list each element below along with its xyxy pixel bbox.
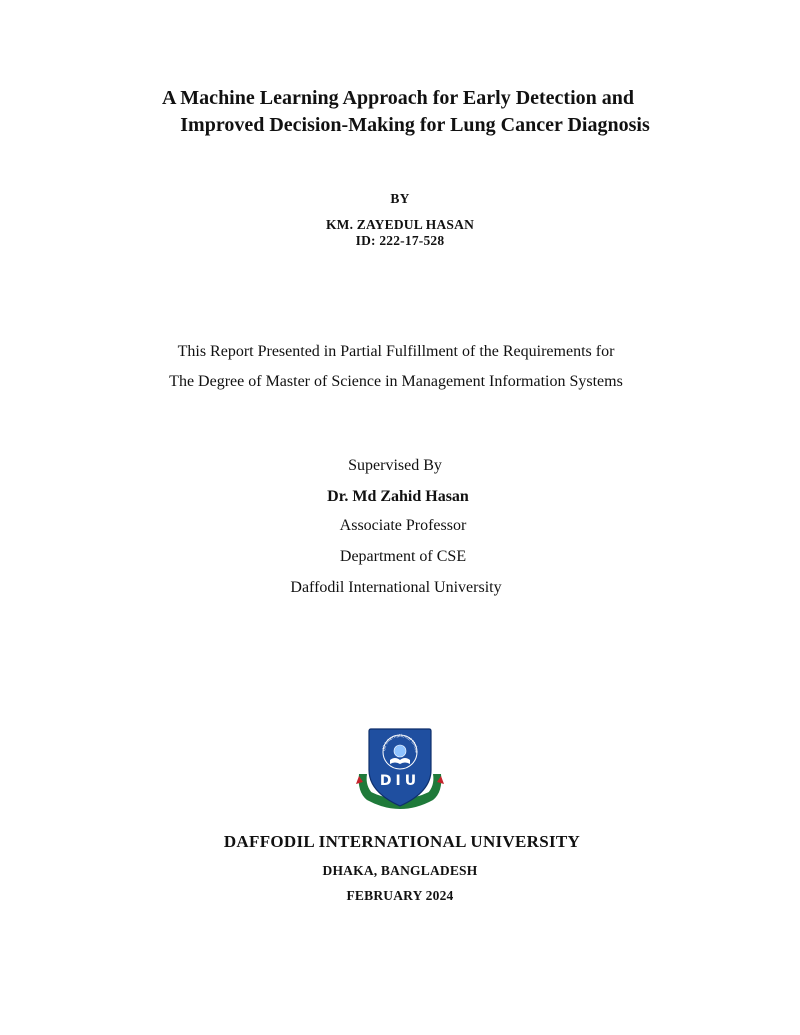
report-statement-line-2: The Degree of Master of Science in Management Information Systems <box>169 373 623 390</box>
title-line-1: A Machine Learning Approach for Early Detection and <box>161 87 635 109</box>
footer-location: DHAKA, BANGLADESH <box>322 863 478 878</box>
footer-date: FEBRUARY 2024 <box>346 888 454 903</box>
supervisor-position: Associate Professor <box>339 517 467 534</box>
supervisor-department: Department of CSE <box>339 548 467 565</box>
logo-globe <box>394 745 406 757</box>
title-line-2: Improved Decision-Making for Lung Cancer Diagnosis <box>180 114 650 136</box>
logo-letters: DIU <box>379 773 421 789</box>
logo-ring-text: dil International Unive <box>381 732 420 753</box>
supervisor-university: Daffodil International University <box>290 579 502 596</box>
university-logo <box>355 726 445 812</box>
supervised-by-label: Supervised By <box>348 457 442 474</box>
author-id: ID: 222-17-528 <box>355 233 445 248</box>
by-label: BY <box>390 191 410 206</box>
logo-shield <box>369 729 431 806</box>
report-statement-line-1: This Report Presented in Partial Fulfillment of the Requirements for <box>177 343 615 360</box>
footer-university: DAFFODIL INTERNATIONAL UNIVERSITY <box>223 832 581 851</box>
author-name: KM. ZAYEDUL HASAN <box>325 217 475 232</box>
supervisor-name: Dr. Md Zahid Hasan <box>327 488 469 505</box>
